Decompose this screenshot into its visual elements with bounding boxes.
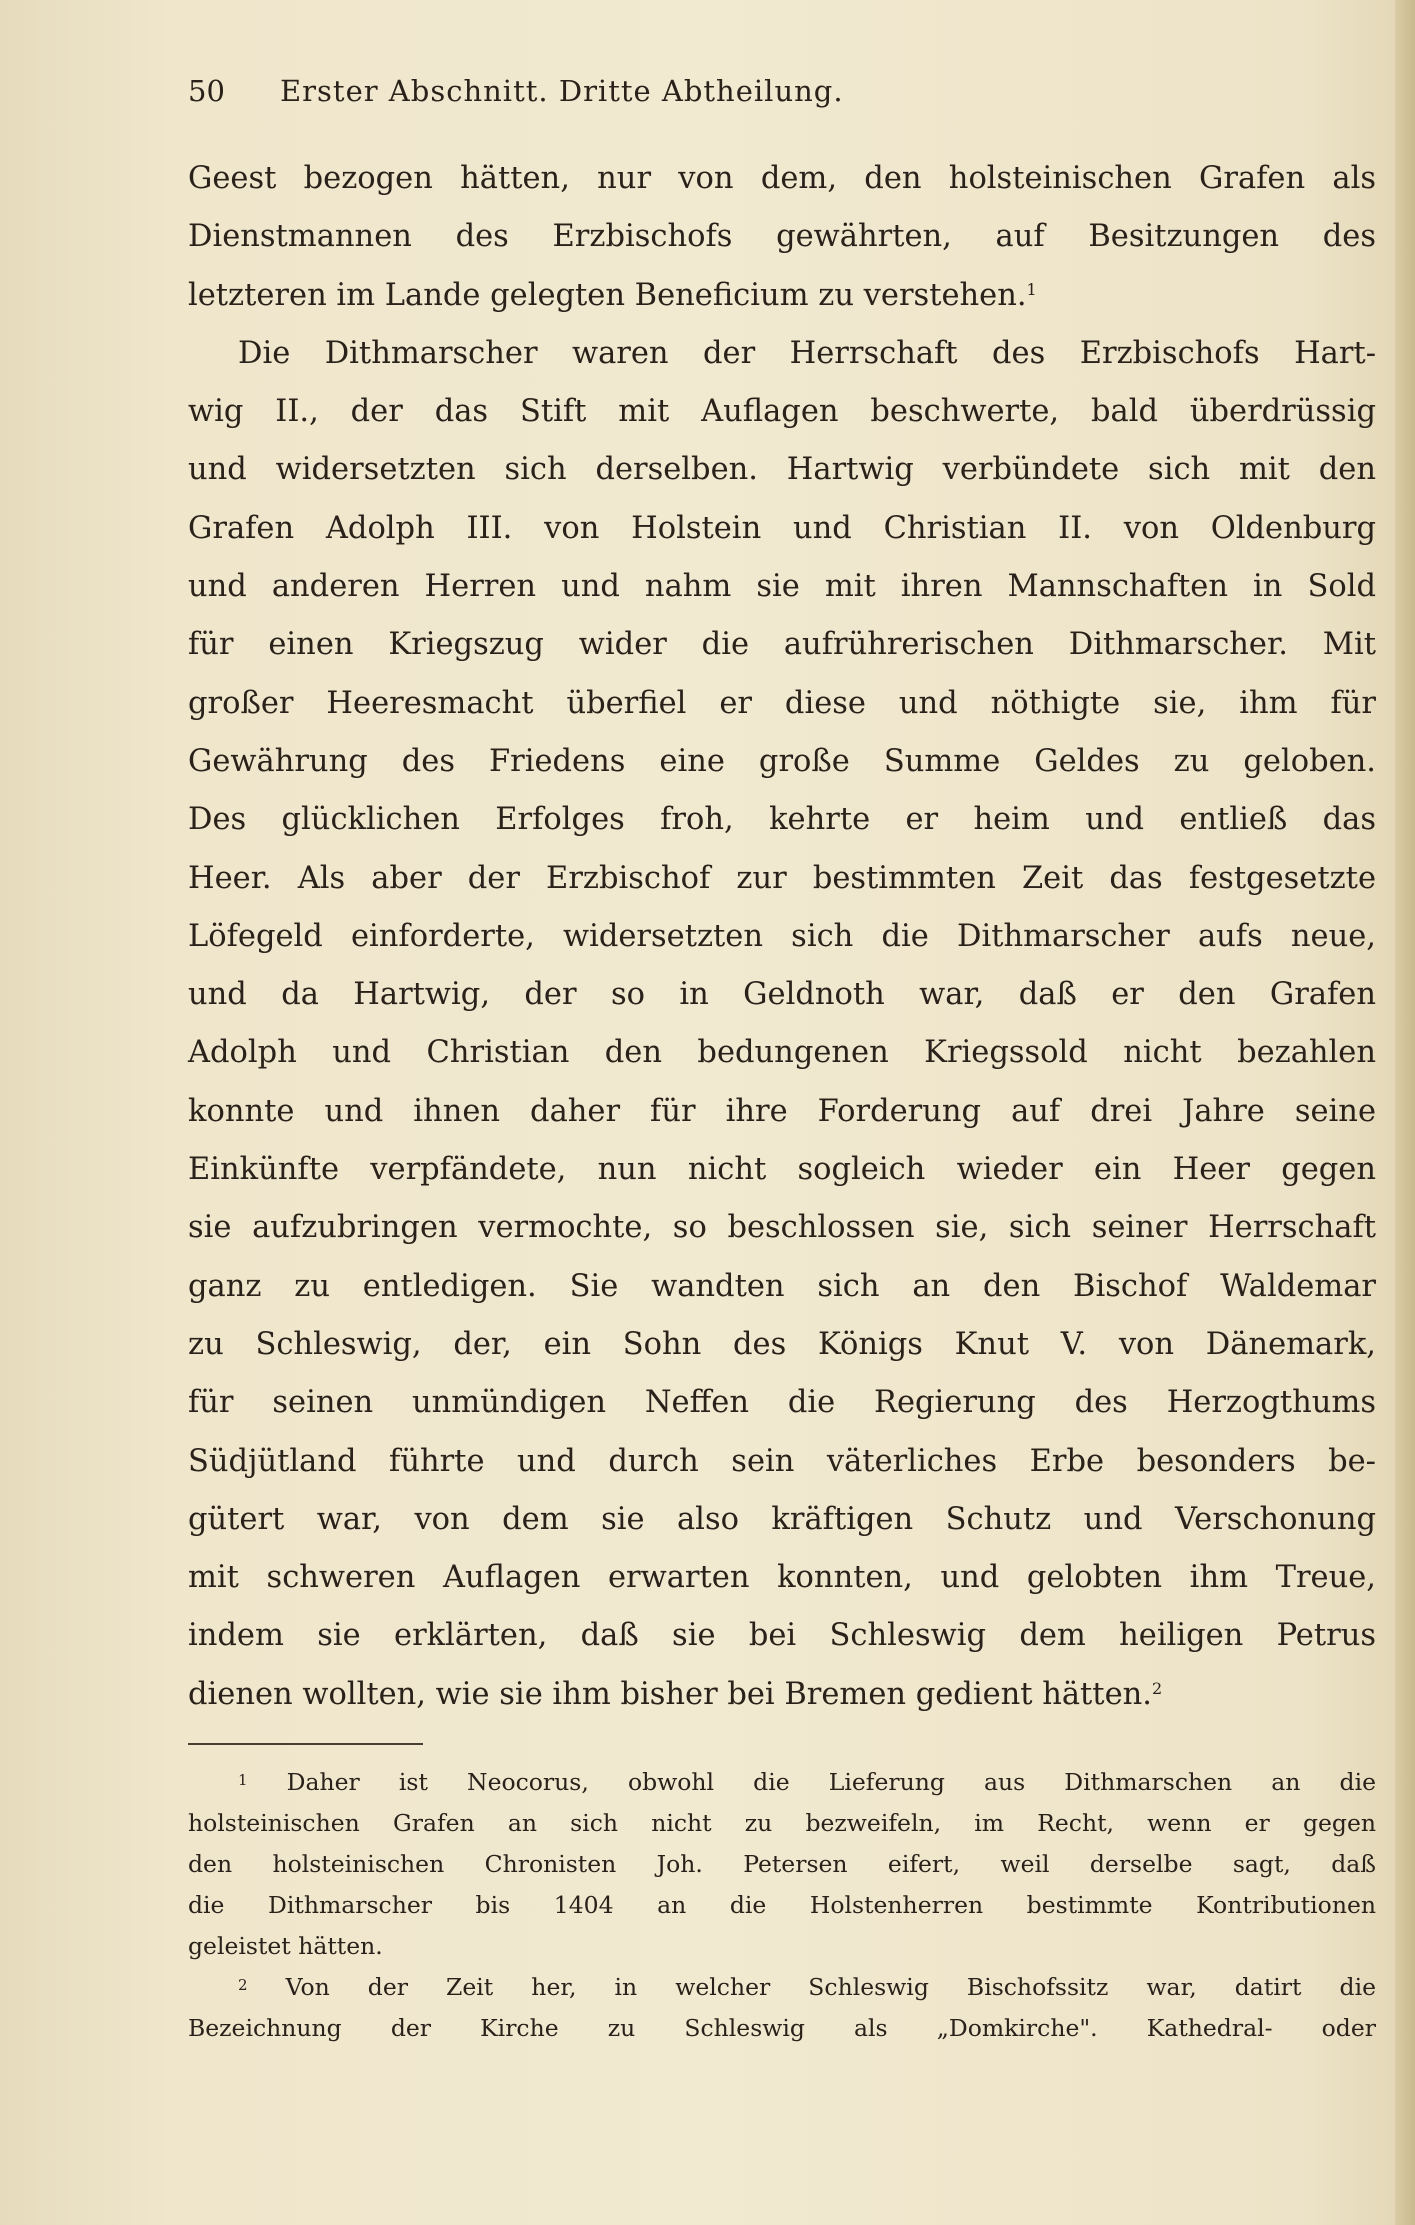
- footnote-marker-2: 2: [1151, 1678, 1163, 1698]
- text-line: Löfegeld einforderte, widersetzten sich die Dithmarscher aufs neue,: [188, 918, 1376, 954]
- text-line: für seinen unmündigen Neffen die Regierung des Herzogthums: [188, 1385, 1376, 1421]
- text-line: [188, 267, 1376, 325]
- footnote-line: geleistet hätten.: [188, 1932, 383, 1960]
- text-line: Geest bezogen hätten, nur von dem, den holsteinischen Grafen als: [188, 161, 1376, 196]
- page-number: 50: [188, 74, 225, 108]
- text-line: ganz zu entledigen. Sie wandten sich an den Bischof Waldemar: [188, 1268, 1376, 1304]
- text-line: Die Dithmarscher waren der Herrschaft des Erzbischofs Hart-: [238, 335, 1376, 371]
- text-line: Gewährung des Friedens eine große Summe Geldes zu geloben.: [188, 743, 1376, 779]
- text-line: konnte und ihnen daher für ihre Forderung auf drei Jahre seine: [188, 1093, 1376, 1129]
- text-line: Adolph und Christian den bedungenen Kriegssold nicht bezahlen: [188, 1035, 1376, 1071]
- page-header: [188, 74, 1288, 124]
- text-line: großer Heeresmacht überfiel er diese und nöthigte sie, ihm für: [188, 685, 1376, 721]
- text-line: für einen Kriegszug wider die aufrührerischen Dithmarscher. Mit: [188, 627, 1376, 663]
- text-line: mit schweren Auflagen erwarten konnten, und gelobten ihm Treue,: [188, 1560, 1376, 1596]
- text-line: sie aufzubringen vermochte, so beschlossen sie, sich seiner Herrschaft: [188, 1210, 1376, 1246]
- text-line: zu Schleswig, der, ein Sohn des Königs Knut V. von Dänemark,: [188, 1326, 1376, 1362]
- footnote-line: Bezeichnung der Kirche zu Schleswig als „Domkirche". Kathedral- oder: [188, 2014, 1376, 2042]
- footnote-line: den holsteinischen Chronisten Joh. Petersen eifert, weil derselbe sagt, daß: [188, 1850, 1376, 1878]
- text-line: indem sie erklärten, daß sie bei Schleswig dem heiligen Petrus: [188, 1618, 1376, 1654]
- text-line: gütert war, von dem sie also kräftigen Schutz und Verschonung: [188, 1501, 1376, 1537]
- main-text: [188, 150, 1376, 1724]
- text-line: Grafen Adolph III. von Holstein und Christian II. von Oldenburg: [188, 510, 1376, 546]
- footnotes: [188, 1762, 1376, 2049]
- running-head: Erster Abschnitt. Dritte Abtheilung.: [280, 74, 844, 108]
- footnote-line: [188, 1967, 1376, 2008]
- text-line: und anderen Herren und nahm sie mit ihren Mannschaften in Sold: [188, 569, 1376, 605]
- text-line: und widersetzten sich derselben. Hartwig verbündete sich mit den: [188, 452, 1376, 488]
- footnote-number-1: 1: [238, 1771, 248, 1789]
- text-line-content: dienen wollten, wie sie ihm bisher bei Bremen gedient hätten.: [188, 1676, 1152, 1712]
- footnote-divider: [188, 1743, 423, 1745]
- text-line: Einkünfte verpfändete, nun nicht sogleich wieder ein Heer gegen: [188, 1152, 1376, 1188]
- text-line: wig II., der das Stift mit Auflagen beschwerte, bald überdrüssig: [188, 394, 1376, 430]
- text-line: Südjütland führte und durch sein väterliches Erbe besonders be-: [188, 1443, 1376, 1479]
- text-line: und da Hartwig, der so in Geldnoth war, daß er den Grafen: [188, 977, 1376, 1013]
- text-line: Heer. Als aber der Erzbischof zur bestimmten Zeit das festgesetzte: [188, 860, 1376, 896]
- footnote-marker-1: 1: [1026, 279, 1037, 299]
- text-line: Des glücklichen Erfolges froh, kehrte er heim und entließ das: [188, 802, 1376, 838]
- text-line: [188, 1666, 1376, 1724]
- footnote-line: [188, 1762, 1376, 1803]
- footnote-text: Von der Zeit her, in welcher Schleswig Bischofssitz war, datirt die: [285, 1973, 1376, 2001]
- footnote-line: holsteinischen Grafen an sich nicht zu bezweifeln, im Recht, wenn er gegen: [188, 1809, 1376, 1837]
- text-line-content: letzteren im Lande gelegten Beneficium zu verstehen.: [188, 277, 1027, 313]
- footnote-text: Daher ist Neocorus, obwohl die Lieferung aus Dithmarschen an die: [286, 1768, 1376, 1796]
- footnote-number-2: 2: [238, 1976, 248, 1994]
- page-edge: [1395, 0, 1415, 2225]
- text-line: Dienstmannen des Erzbischofs gewährten, auf Besitzungen des: [188, 219, 1376, 255]
- footnote-line: die Dithmarscher bis 1404 an die Holstenherren bestimmte Kontributionen: [188, 1891, 1376, 1919]
